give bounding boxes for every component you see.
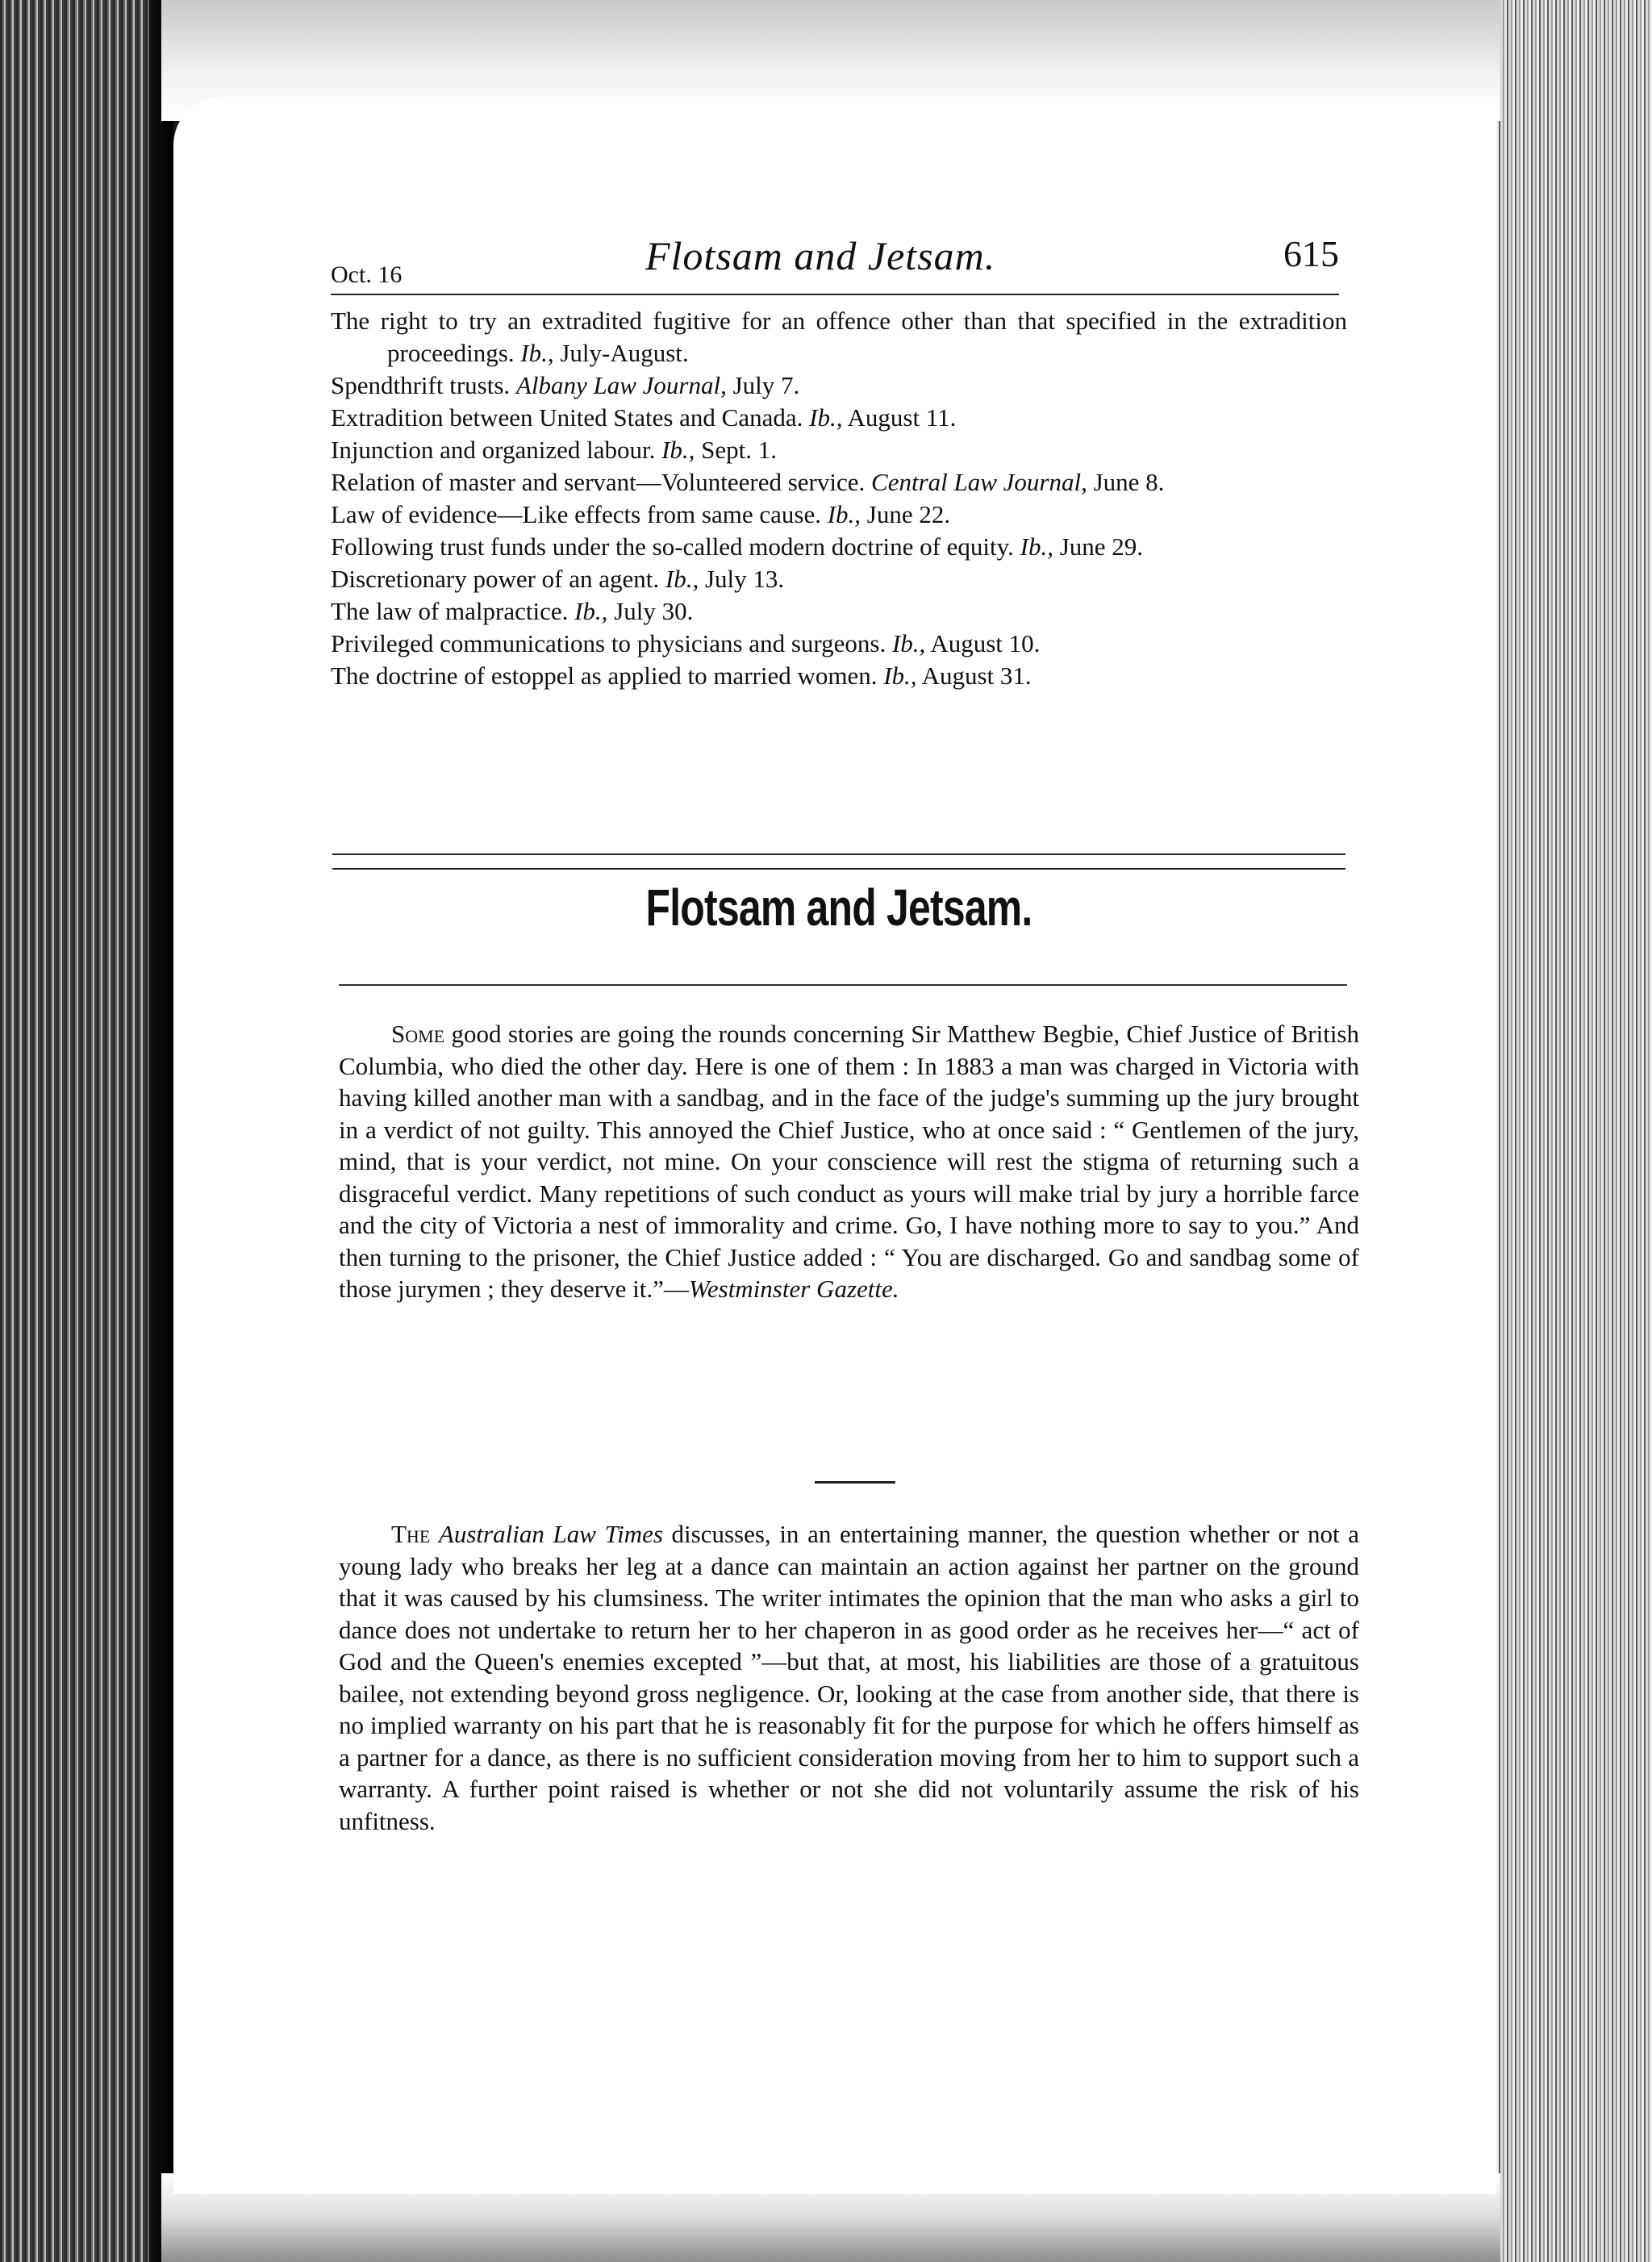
list-item: The law of malpractice. Ib., July 30. — [331, 597, 694, 625]
story-separator — [815, 1481, 895, 1484]
list-item: Discretionary power of an agent. Ib., July 13. — [331, 565, 785, 593]
section-divider — [339, 984, 1347, 986]
story-body: good stories are going the rounds concerning Sir Matthew Begbie, Chief Justice of British Columbia, who died the other day. Here is one of them : In 1883 a man was charged in Victoria with having killed another man with a sandbag, and in the face of the judge's summing up the jury brought in a verdict of not guilty. This annoyed the Chief Justice, who at once said : “ Gentlemen of the jury, mind, that is your verdict, not mine. On your conscience will rest the stigma of returning such a disgraceful verdict. Many repetitions of such conduct as yours will make trial by jury a horrible farce and the city of Victoria a nest of immorality and crime. Go, I have nothing more to say to you.” And then turning to the prisoner, the Chief Justice added : “ You are discharged. Go and sandbag some of those jurymen ; they deserve it.”— — [339, 1020, 1359, 1303]
list-item: Privileged communications to physicians and surgeons. Ib., August 10. — [331, 629, 1041, 657]
story-source: Westminster Gazette. — [688, 1275, 899, 1303]
list-item: The right to try an extradited fugitive for an offence other than that specified in the extradition proceedings. Ib., July-August. — [331, 307, 1347, 367]
running-header — [331, 232, 1339, 289]
story-paragraph-1 — [339, 1018, 1359, 1305]
header-rule — [331, 294, 1339, 295]
lead-word: Some — [391, 1020, 445, 1048]
page-number: 615 — [1283, 233, 1339, 274]
story-body: discusses, in an entertaining manner, the question whether or not a young lady who breaks her leg at a dance can maintain an action against her partner on the ground that it was caused by his clumsiness. The writer intimates the opinion that the man who asks a girl to dance does not undertake to return her to her chaperon in as good order as he receives her—“ act of God and the Queen's enemies excepted ”—but that, at most, his liabilities are those of a gratuitous bailee, not extending beyond gross negligence. Or, looking at the case from another side, that there is no implied warranty on his part that he is reasonably fit for the purpose for which he offers himself as a partner for a dance, as there is no sufficient consideration moving from her to him to support such a warranty. A further point raised is whether or not she did not voluntarily assume the risk of his unfitness. — [339, 1520, 1359, 1835]
scan-left-edge — [0, 0, 173, 2262]
section-title: Flotsam and Jetsam. — [645, 879, 1032, 937]
list-item: Extradition between United States and Canada. Ib., August 11. — [331, 403, 957, 432]
list-item: Law of evidence—Like effects from same cause. Ib., June 22. — [331, 500, 951, 528]
lead-word: The — [391, 1520, 431, 1548]
article-list — [331, 305, 1347, 692]
header-date: Oct. 16 — [331, 261, 403, 288]
header-title: Flotsam and Jetsam. — [645, 233, 996, 278]
list-item: The doctrine of estoppel as applied to married women. Ib., August 31. — [331, 661, 1032, 690]
list-item: Spendthrift trusts. Albany Law Journal, July 7. — [331, 371, 800, 399]
list-item: Following trust funds under the so-called modern doctrine of equity. Ib., June 29. — [331, 532, 1144, 561]
story-paragraph-2 — [339, 1518, 1359, 1837]
list-item: Relation of master and servant—Volunteered service. Central Law Journal, June 8. — [331, 468, 1165, 496]
list-item: Injunction and organized labour. Ib., Sept. 1. — [331, 436, 778, 464]
section-divider-double — [332, 853, 1345, 870]
publication-name: Australian Law Times — [438, 1520, 663, 1548]
scan-right-edge — [1495, 0, 1652, 2262]
